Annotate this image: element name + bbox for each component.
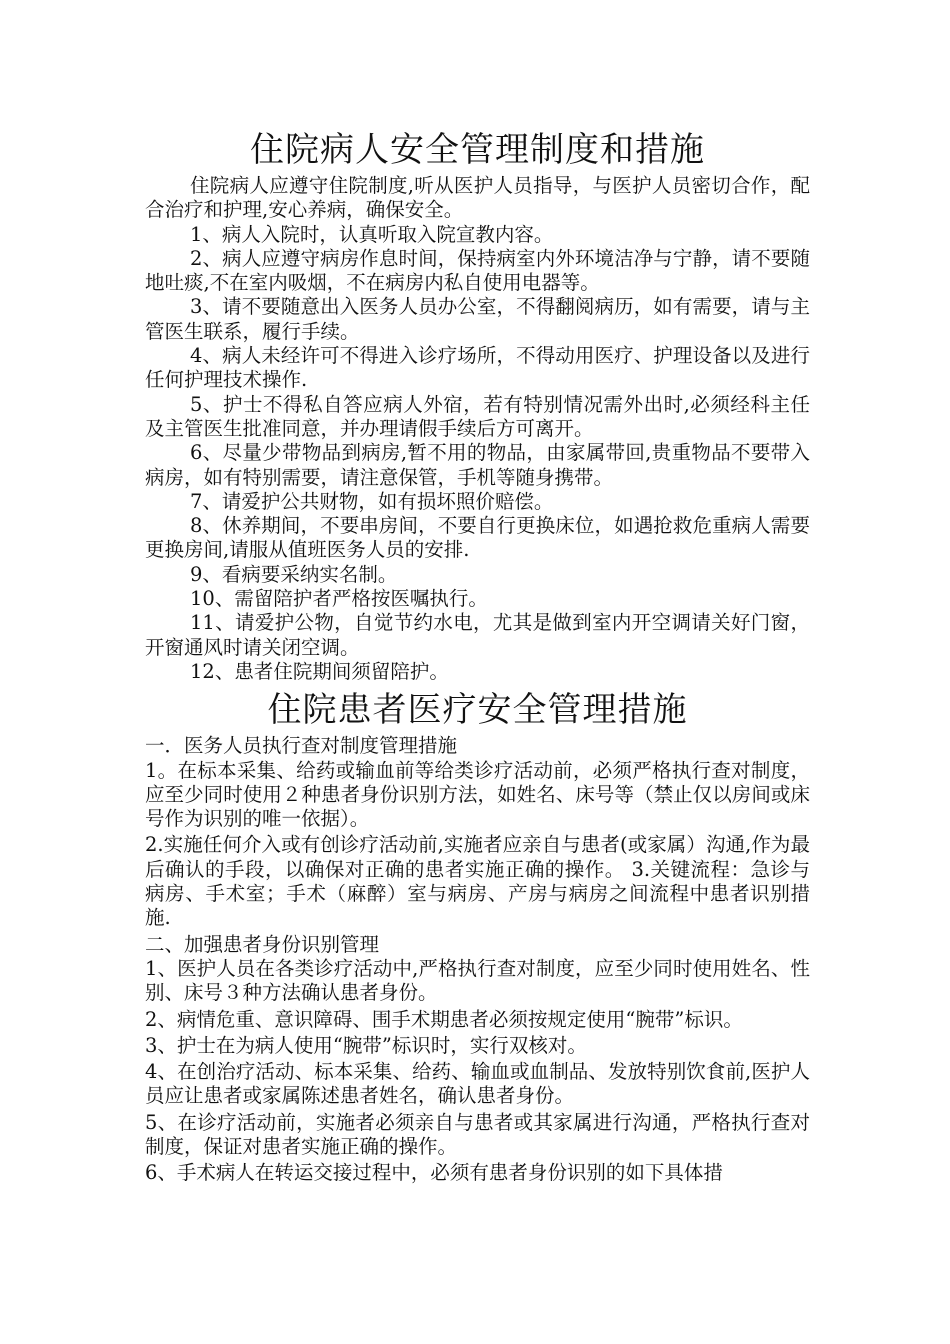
paragraph-rule-6: 6、尽量少带物品到病房,暂不用的物品，由家属带回,贵重物品不要带入病房，如有特别需要，请注意保管，手机等随身携带。 [145, 441, 810, 489]
paragraph-rule-4: 4、病人未经许可不得进入诊疗场所，不得动用医疗、护理设备以及进行任何护理技术操作. [145, 344, 810, 392]
section-heading-1: 一．医务人员执行查对制度管理措施 [145, 734, 458, 758]
section-heading-2: 二、加强患者身份识别管理 [145, 932, 380, 956]
paragraph-rule-10: 10、需留陪护者严格按医嘱执行。 [190, 587, 488, 611]
paragraph-id-2: 2、病情危重、意识障碍、围手术期患者必须按规定使用“腕带”标识。 [145, 1007, 743, 1031]
paragraph-measure-1: 1。在标本采集、给药或输血前等给类诊疗活动前，必须严格执行查对制度，应至少同时使用２种患者身份识别方法，如姓名、床号等（禁止仅以房间或床号作为识别的唯一依据）。 [145, 758, 810, 831]
document-title-1: 住院病人安全管理制度和措施 [250, 130, 705, 170]
paragraph-measure-2: 2.实施任何介入或有创诊疗活动前,实施者应亲自与患者(或家属）沟通,作为最后确认的手段，以确保对正确的患者实施正确的操作。 3.关键流程：急诊与病房、手术室；手术（麻醉）室与病房、产房与病房之间流程中患者识别措施. [145, 833, 810, 930]
paragraph-id-4: 4、在创治疗活动、标本采集、给药、输血或血制品、发放特别饮食前,医护人员应让患者或家属陈述患者姓名，确认患者身份。 [145, 1060, 810, 1108]
paragraph-id-1: 1、医护人员在各类诊疗活动中,严格执行查对制度，应至少同时使用姓名、性别、床号３种方法确认患者身份。 [145, 956, 810, 1005]
paragraph-intro: 住院病人应遵守住院制度,听从医护人员指导，与医护人员密切合作，配合治疗和护理,安心养病，确保安全。 [145, 174, 810, 222]
paragraph-rule-3: 3、请不要随意出入医务人员办公室，不得翻阅病历，如有需要，请与主管医生联系，履行手续。 [145, 295, 810, 343]
paragraph-rule-8: 8、休养期间，不要串房间，不要自行更换床位，如遇抢救危重病人需要更换房间,请服从值班医务人员的安排. [145, 514, 810, 562]
paragraph-rule-5: 5、护士不得私自答应病人外宿，若有特别情况需外出时,必须经科主任及主管医生批准同意，并办理请假手续后方可离开。 [145, 392, 810, 440]
document-body [145, 126, 810, 1186]
paragraph-id-5: 5、在诊疗活动前，实施者必须亲自与患者或其家属进行沟通，严格执行查对制度，保证对患者实施正确的操作。 [145, 1110, 810, 1158]
paragraph-rule-7: 7、请爱护公共财物，如有损坏照价赔偿。 [190, 489, 554, 513]
paragraph-id-6: 6、手术病人在转运交接过程中，必须有患者身份识别的如下具体措 [145, 1161, 723, 1185]
paragraph-rule-11: 11、请爱护公物，自觉节约水电，尤其是做到室内开空调请关好门窗，开窗通风时请关闭空调。 [145, 611, 810, 659]
paragraph-rule-9: 9、看病要采纳实名制。 [190, 562, 398, 586]
paragraph-rule-2: 2、病人应遵守病房作息时间，保持病室内外环境洁净与宁静，请不要随地吐痰,不在室内吸烟，不在病房内私自使用电器等。 [145, 246, 810, 295]
document-title-2: 住院患者医疗安全管理措施 [267, 690, 688, 731]
paragraph-rule-1: 1、病人入院时，认真听取入院宣教内容。 [190, 222, 554, 246]
paragraph-rule-12: 12、患者住院期间须留陪护。 [190, 659, 449, 683]
paragraph-id-3: 3、护士在为病人使用“腕带”标识时，实行双核对。 [145, 1033, 587, 1057]
